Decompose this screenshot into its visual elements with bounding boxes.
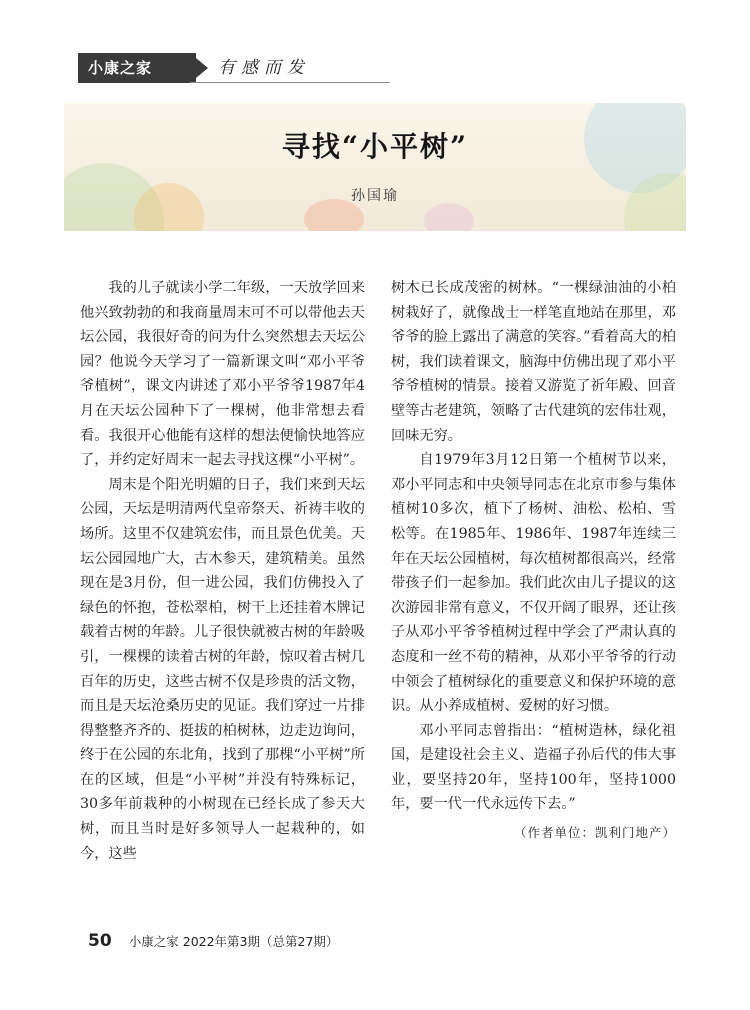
article-banner [64, 103, 686, 231]
ribbon-underline [190, 82, 390, 83]
section-header [78, 53, 328, 83]
author-affiliation: （作者单位：凯利门地产） [513, 825, 676, 841]
page-number: 50 [88, 931, 112, 951]
paragraph: 自1979年3月12日第一个植树节以来，邓小平同志和中央领导同志在北京市参与集体植树10多次，植下了杨树、油松、松柏、雪松等。在1985年、1986年、1987年连续三年在天坛公园植树，每次植树都很高兴，经常带孩子们一起参加。我们此次由儿子提议的这次游园非常有意义，不仅开阔了眼界，还让孩子从邓小平爷爷植树过程中学会了严肃认真的态度和一丝不苟的精神，从邓小平爷爷的行动中领会了植树绿化的重要意义和保护环境的意识。从小养成植树、爱树的好习惯。 [391, 452, 676, 715]
paragraph: 周末是个阳光明媚的日子，我们来到天坛公园，天坛是明清两代皇帝祭天、祈祷丰收的场所。这里不仅建筑宏伟，而且景色优美。天坛公园园地广大，古木参天，建筑精美。虽然现在是3月份，但一进公园，我们仿佛投入了绿色的怀抱，苍松翠柏，树干上还挂着木牌记载着古树的年龄。儿子很快就被古树的年龄吸引，一棵棵的读着古树的年龄，惊叹着古树几百年的历史，这些古树不仅是珍贵的活文物，而且是天坛沧桑历史的见证。我们穿过一片排得整整齐齐的、挺拔的柏树林，边走边询问，终于在公园的东北角，找到了那棵“小平树”所在的区域，但是“小平树”并没有特殊标记，30多年前栽种的小树现在已经长成了参天大树，而且当时是好多领导人一起栽种的，如今，这些 [80, 476, 365, 862]
text-column-right [391, 276, 676, 846]
page-footer [88, 930, 338, 952]
subsection-label: 有感而发 [218, 58, 310, 78]
paragraph: 我的儿子就读小学二年级，一天放学回来他兴致勃勃的和我商量周末可不可以带他去天坛公园，我很好奇的问为什么突然想去天坛公园？他说今天学习了一篇新课文叫“邓小平爷爷植树”，课文内讲述了邓小平爷爷1987年4月在天坛公园种下了一棵树，他非常想去看看。我很开心他能有这样的想法便愉快地答应了，并约定好周末一起去寻找这棵“小平树”。 [80, 280, 365, 469]
text-column-left [80, 276, 365, 866]
paragraph-continuation: 树木已长成茂密的树林。“一棵绿油油的小柏树栽好了，就像战士一样笔直地站在那里，邓爷爷的脸上露出了满意的笑容。”看着高大的柏树，我们读着课文，脑海中仿佛出现了邓小平爷爷植树的情景。接着又游览了祈年殿、回音壁等古老建筑，领略了古代建筑的宏伟壮观，回味无穷。 [391, 280, 676, 444]
paragraph: 邓小平同志曾指出：“植树造林，绿化祖国，是建设社会主义、造福子孙后代的伟大事业，要坚持20年，坚持100年，坚持1000年，要一代一代永远传下去。” [391, 722, 676, 813]
section-label: 小康之家 [78, 53, 196, 83]
article-title: 寻找“小平树” [281, 130, 469, 163]
article-author: 孙国瑜 [351, 188, 399, 204]
journal-issue: 小康之家 2022年第3期（总第27期） [128, 934, 339, 949]
ribbon-arrow-icon [190, 53, 208, 83]
banner-decoration [424, 203, 474, 231]
